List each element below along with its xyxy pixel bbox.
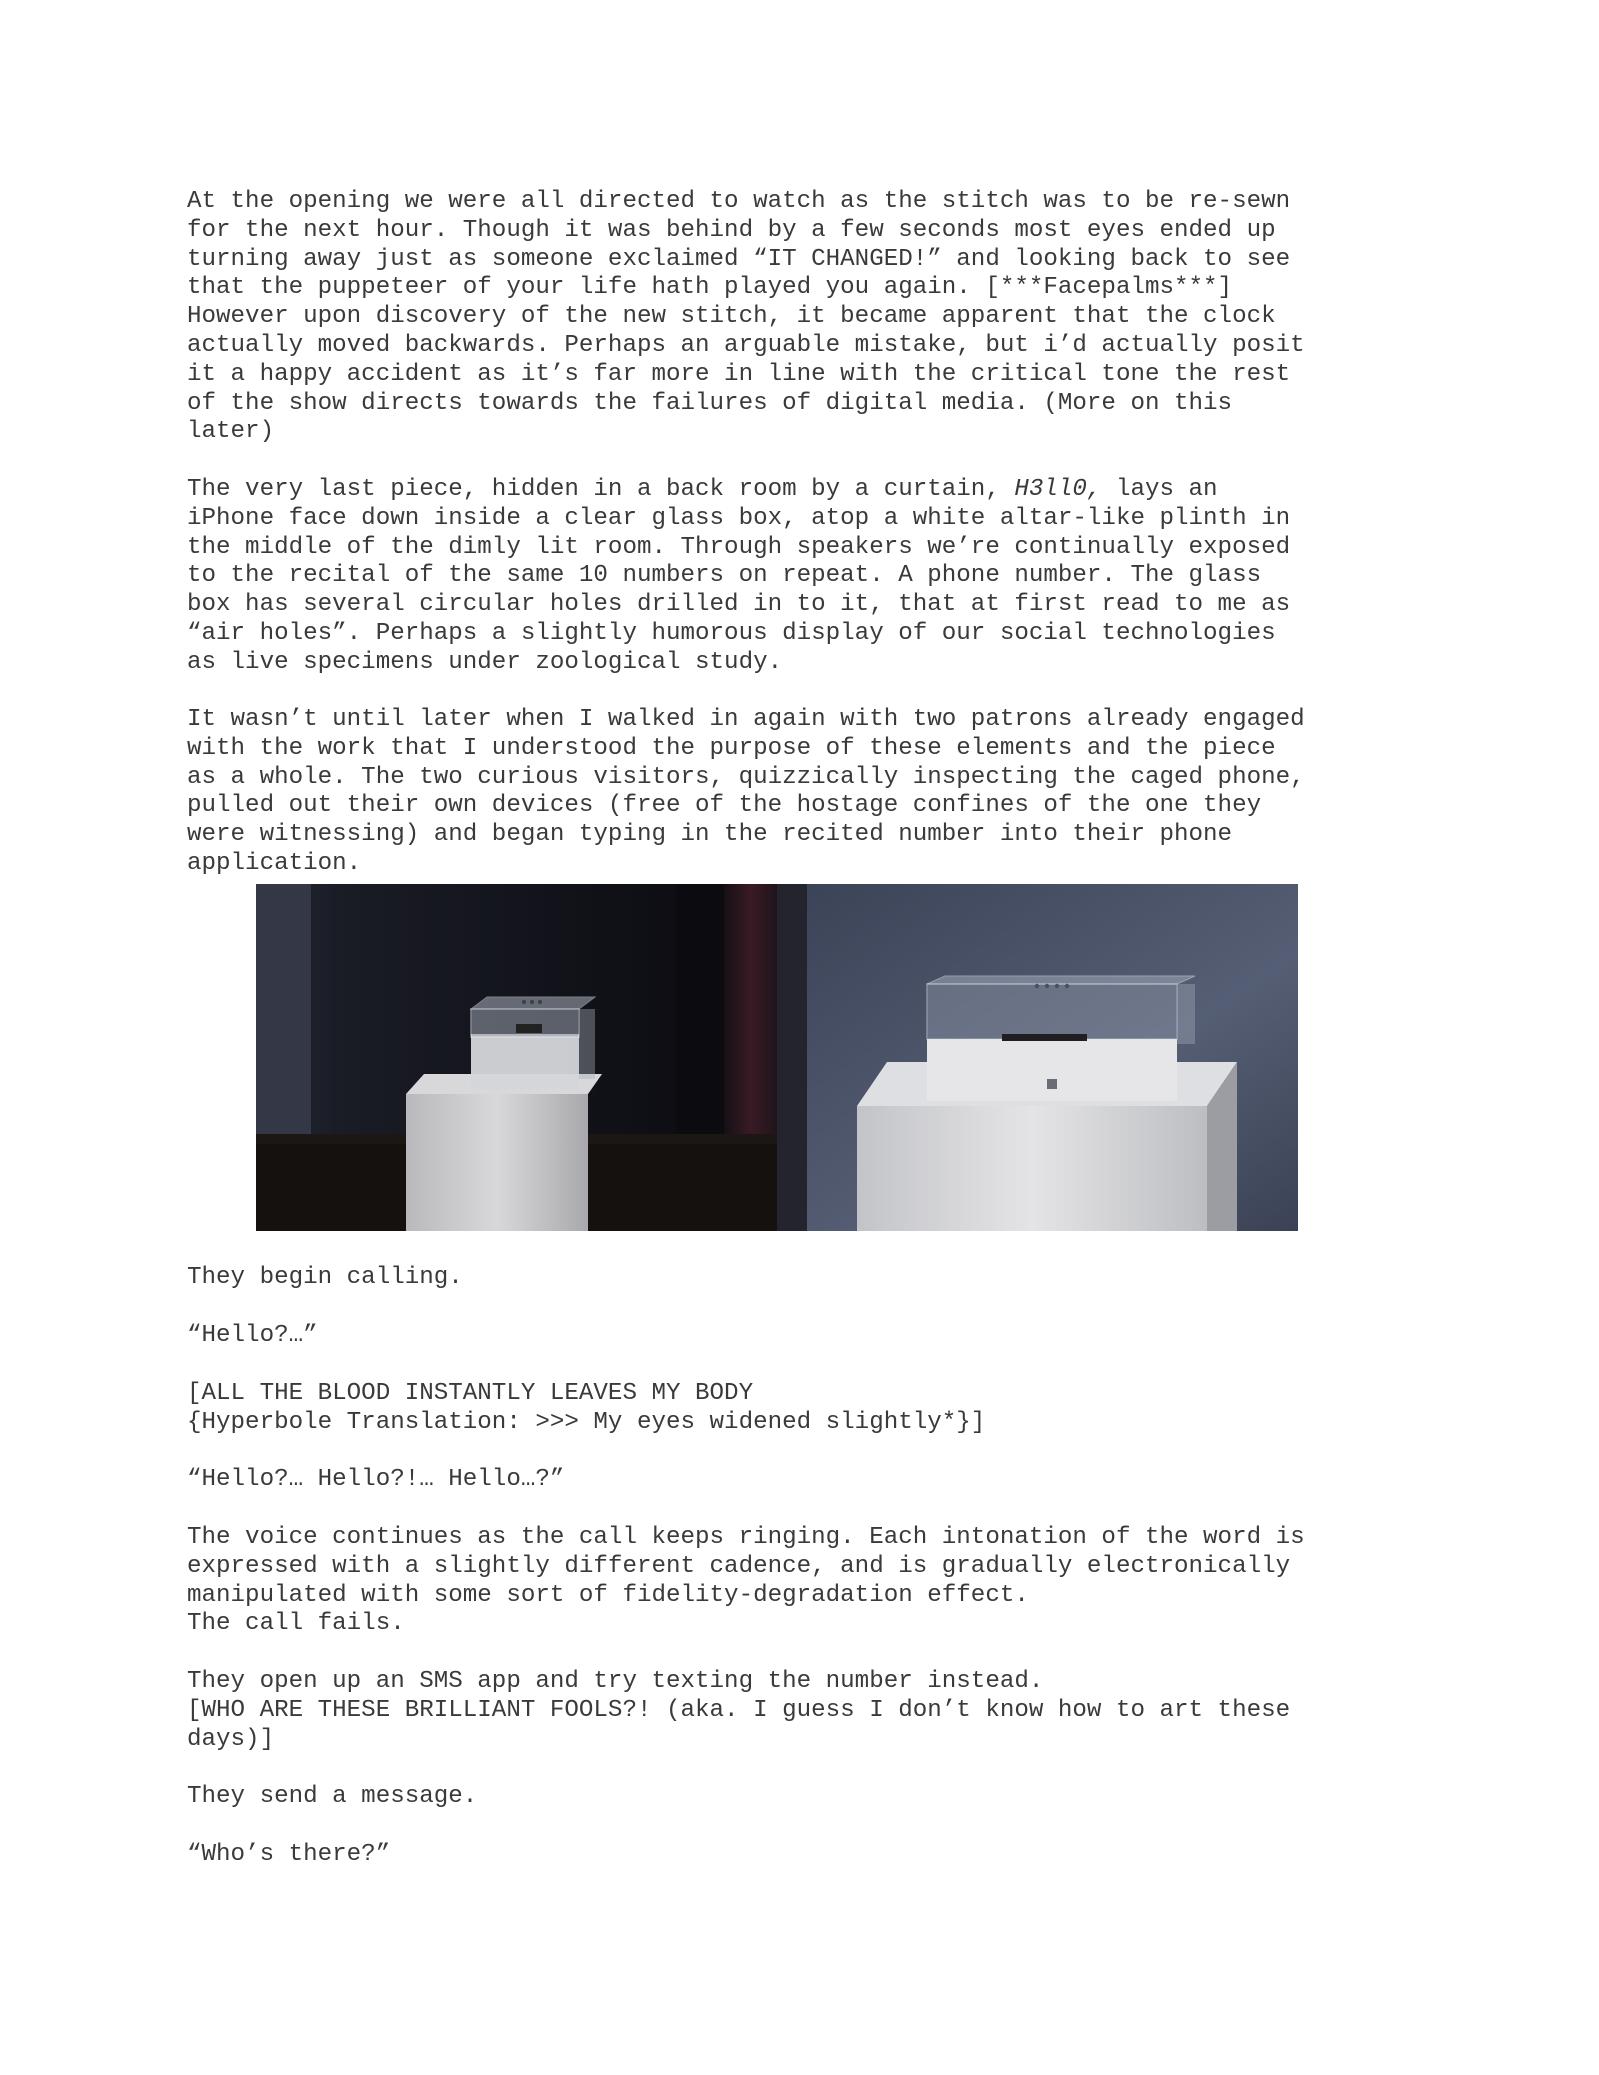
artwork-title: H3ll0, xyxy=(1014,476,1102,503)
exhibit-photos xyxy=(256,884,1298,1231)
paragraph-patrons: It wasn’t until later when I walked in again with two patrons already engaged with the work that I understood the purpose of these elements and the piece as a whole. The two curious visitors, quizzically inspecting the caged phone, pulled out their own devices (free of the hostage confines of the one they were witnessing) and began typing in the recited number into their phone application. xyxy=(187,706,1305,877)
paragraph-calling: They begin calling. xyxy=(187,1264,463,1291)
quote-whos-there: “Who’s there?” xyxy=(187,1841,391,1868)
paragraph-send: They send a message. xyxy=(187,1783,478,1810)
paragraph-last-piece xyxy=(187,476,1290,678)
aside-blood: [ALL THE BLOOD INSTANTLY LEAVES MY BODY {Hyperbole Translation: >>> My eyes widened slightly*}] xyxy=(187,1380,986,1436)
paragraph-opening-stitch: At the opening we were all directed to watch as the stitch was to be re-sewn for the next hour. Though it was behind by a few seconds most eyes ended up turning away just as someone exclaimed “IT CHANGED!” and looking back to see that the puppeteer of your life hath played you again. [***Facepalms***] However upon discovery of the new stitch, it became apparent that the clock actually moved backwards. Perhaps an arguable mistake, but i’d actually posit it a happy accident as it’s far more in line with the critical tone the rest of the show directs towards the failures of digital media. (More on this later) xyxy=(187,188,1305,446)
exhibit-photo-right xyxy=(777,884,1298,1231)
paragraph-last-piece-rest: lays an iPhone face down inside a clear glass box, atop a white altar-like plinth in the middle of the dimly lit room. Through speakers we’re continually exposed to the recital of the same 10 numbers on repeat. A phone number. The glass box has several circular holes drilled in to it, that at first read to me as “air holes”. Perhaps a slightly humorous display of our social technologies as live specimens under zoological study. xyxy=(187,476,1291,676)
quote-hello: “Hello?…” xyxy=(187,1322,318,1349)
paragraph-voice: The voice continues as the call keeps ringing. Each intonation of the word is expressed with a slightly different cadence, and is gradually electronically manipulated with some sort of fidelity-degradation effect. The call fails. xyxy=(187,1524,1305,1638)
quote-hello-repeat: “Hello?… Hello?!… Hello…?” xyxy=(187,1466,565,1493)
paragraph-sms: They open up an SMS app and try texting the number instead. [WHO ARE THESE BRILLIANT FOOLS?! (aka. I guess I don’t know how to art these days)] xyxy=(187,1668,1291,1753)
exhibit-photo-left xyxy=(256,884,777,1231)
paragraph-last-piece-start: The very last piece, hidden in a back room by a curtain, xyxy=(187,476,1015,503)
